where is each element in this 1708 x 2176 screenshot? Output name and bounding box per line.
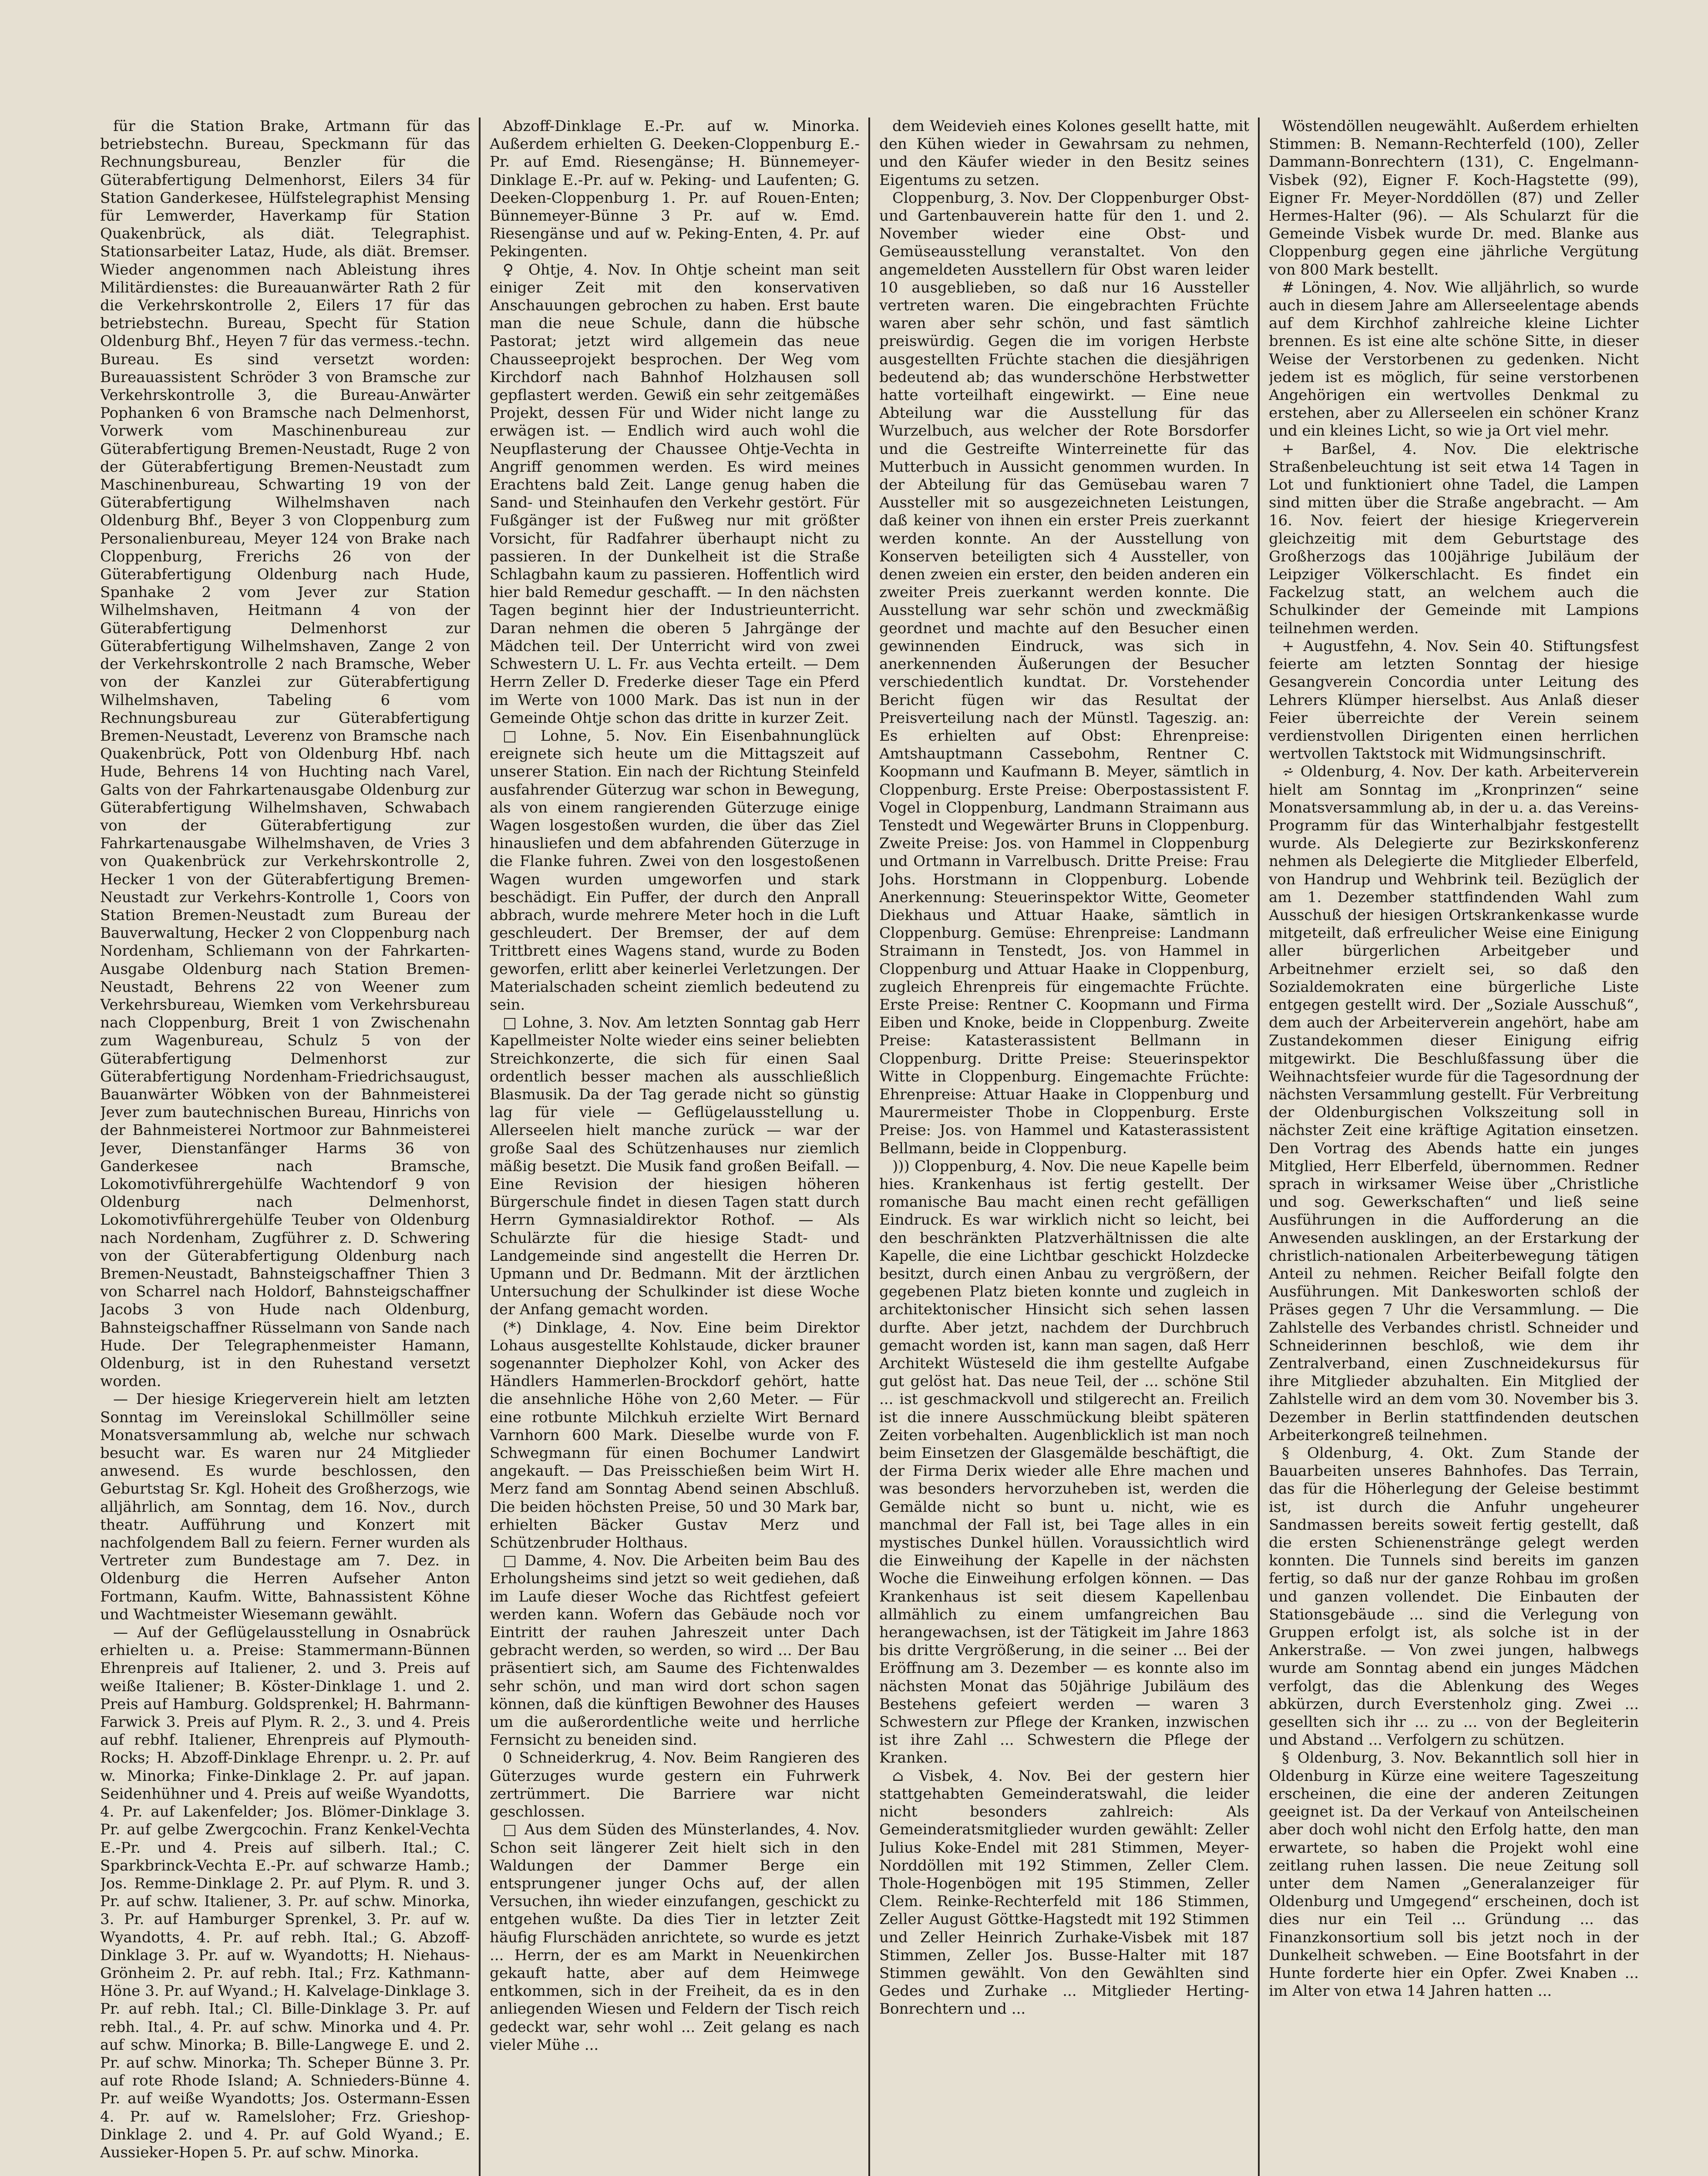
article-paragraph: ⌂ Visbek, 4. Nov. Bei der gestern hier stattgehabten Gemeinderatswahl, die leider nicht besonders zahlreich: Als Gemeinderatsmitglieder wurden gewählt: Zeller Julius Koke-Endel mit 281 Stimmen, Meyer-Norddöllen mit 192 Stimmen, Zeller Clem. Thole-Hogenbögen mit 195 Stimmen, Zeller Clem. Reinke-Rechterfeld mit 186 Stimmen, Zeller August Göttke-Hagstedt mit 192 Stimmen und Zeller Heinrich Zurhake-Visbek mit 187 Stimmen, Zeller Jos. Busse-Halter mit 187 Stimmen gewählt. Von den Gewählten sind Gedes und Zurhake ... Mitglieder Herting-Bonrechtern und ... — [879, 1767, 1249, 2018]
column-rule — [868, 118, 870, 2176]
column-rule — [479, 118, 481, 2176]
article-paragraph: für die Station Brake, Artmann für das betriebstechn. Bureau, Speckmann für das Rechnungsbureau, Benzler für die Güterabfertigung Delmenhorst, Eilers 34 für Station Ganderkesee, Hülfstelegraphist Mensing für Lemwerder, Haverkamp für Station Quakenbrück, als diät. Telegraphist. Stationsarbeiter Lataz, Hude, als diät. Bremser. Wieder angenommen nach Ableistung ihres Militärdienstes: die Bureauanwärter Rath 2 für die Verkehrskontrolle 2, Eilers 17 für das betriebstechn. Bureau, Specht für Station Oldenburg Bhf., Heyen 7 für das vermess.-techn. Bureau. Es sind versetzt worden: Bureauassistent Schröder 3 von Bramsche zur Verkehrskontrolle 3, die Bureau-Anwärter Pophanken 6 von Bramsche nach Delmenhorst, Vorwerk vom Maschinenbureau zur Güterabfertigung Bremen-Neustadt, Ruge 2 von der Güterabfertigung Bremen-Neustadt zum Maschinenbureau, Schwarting 19 von der Güterabfertigung Wilhelmshaven nach Oldenburg Bhf., Beyer 3 von Cloppenburg zum Personalienbureau, Meyer 124 von Brake nach Cloppenburg, Frerichs 26 von der Güterabfertigung Oldenburg nach Hude, Spanhake 2 vom Jever zur Station Wilhelmshaven, Heitmann 4 von der Güterabfertigung Delmenhorst zur Güterabfertigung Wilhelmshaven, Zange 2 von der Verkehrskontrolle 2 nach Bramsche, Weber von der Kanzlei zur Güterabfertigung Wilhelmshaven, Tabeling 6 vom Rechnungsbureau zur Güterabfertigung Bremen-Neustadt, Leverenz von Bramsche nach Quakenbrück, Pott von Oldenburg Hbf. nach Hude, Behrens 14 von Huchting nach Varel, Galts von der Fahrkartenausgabe Oldenburg zur Güterabfertigung Wilhelmshaven, Schwabach von der Güterabfertigung zur Fahrkartenausgabe Wilhelmshaven, de Vries 3 von Quakenbrück zur Verkehrskontrolle 2, Hecker 1 von der Güterabfertigung Bremen-Neustadt zur Verkehrs-Kontrolle 1, Coors von Station Bremen-Neustadt zum Bureau der Bauverwaltung, Hecker 2 von Cloppenburg nach Nordenham, Schliemann von der Fahrkarten-Ausgabe Oldenburg nach Station Bremen-Neustadt, Behrens 22 von Weener zum Verkehrsbureau, Wiemken vom Verkehrsbureau nach Cloppenburg, Breit 1 von Zwischenahn zum Wagenbureau, Schulz 5 von der Güterabfertigung Delmenhorst zur Güterabfertigung Nordenham-Friedrichsaugust, Bauanwärter Wöbken von der Bahnmeisterei Jever zum bautechnischen Bureau, Hinrichs von der Bahnmeisterei Nortmoor zur Bahnmeisterei Jever, Dienstanfänger Harms 36 von Ganderkesee nach Bramsche, Lokomotivführergehülfe Wachtendorf 9 von Oldenburg nach Delmenhorst, Lokomotivführergehülfe Teuber von Oldenburg nach Nordenham, Zugführer z. D. Schwering von der Güterabfertigung Oldenburg nach Bremen-Neustadt, Bahnsteigschaffner Thien 3 von Scharrel nach Holdorf, Bahnsteigschaffner Jacobs 3 von Hude nach Oldenburg, Bahnsteigschaffner Rüsselmann von Sande nach Hude. Der Telegraphenmeister Hamann, Oldenburg, ist in den Ruhestand versetzt worden. — [100, 118, 470, 1390]
article-paragraph: — Auf der Geflügelausstellung in Osnabrück erhielten u. a. Preise: Stammermann-Bünnen Ehrenpreis auf Italiener, 2. und 3. Preis auf weiße Italiener; B. Köster-Dinklage 1. und 2. Preis auf Hamburg. Goldsprenkel; H. Bahrmann-Farwick 3. Preis auf Plym. R. 2., 3. und 4. Preis auf rebhf. Italiener, Ehrenpreis auf Plymouth-Rocks; H. Abzoff-Dinklage Ehrenpr. u. 2. Pr. auf w. Minorka; Finke-Dinklage 2. Pr. auf japan. Seidenhühner und 4. Preis auf weiße Wyandotts, 4. Pr. auf Lakenfelder; Jos. Blömer-Dinklage 3. Pr. auf gelbe Zwergcochin. Franz Kenkel-Vechta E.-Pr. und 4. Preis auf silberh. Ital.; C. Sparkbrinck-Vechta E.-Pr. auf schwarze Hamb.; Jos. Remme-Dinklage 2. Pr. auf Plym. R. und 3. Pr. auf schw. Italiener, 3. Pr. auf schw. Minorka, 3. Pr. auf Hamburger Sprenkel, 3. Pr. auf w. Wyandotts, 4. Pr. auf rebh. Ital.; G. Abzoff-Dinklage 3. Pr. auf w. Wyandotts; H. Niehaus-Grönheim 2. Pr. auf rebh. Ital.; Frz. Kathmann-Höne 3. Pr. auf Wyand.; H. Kalvelage-Dinklage 3. Pr. auf rebh. Ital.; Cl. Bille-Dinklage 3. Pr. auf rebh. Ital., 4. Pr. auf schw. Minorka und 4. Pr. auf schw. Minorka; B. Bille-Langwege E. und 2. Pr. auf schw. Minorka; Th. Scheper Bünne 3. Pr. auf rote Rhode Island; A. Schnieders-Bünne 4. Pr. auf weiße Wyandotts; Jos. Ostermann-Essen 4. Pr. auf w. Ramelsloher; Frz. Grieshop-Dinklage 2. und 4. Pr. auf Gold Wyand.; E. Aussieker-Hopen 5. Pr. auf schw. Minorka. — [100, 1624, 470, 2161]
article-paragraph: ))) Cloppenburg, 4. Nov. Die neue Kapelle beim hies. Krankenhaus ist fertig gestellt. Der romanische Bau macht einen recht gefälligen Eindruck. Es war wirklich nicht so leicht, bei den beschränkten Platzverhältnissen die alte Kapelle, die eine Lichtbar geschickt Holzdecke besitzt, durch einen Anbau zu vergrößern, der gegebenen Platz bieten konnte und zugleich in architektonischer Hinsicht sich sehen lassen durfte. Aber jetzt, nachdem der Durchbruch gemacht worden ist, kann man sagen, daß Herr Architekt Wüsteseld die ihm gestellte Aufgabe gut gelöst hat. Das neue Teil, der ... schöne Stil ... ist geschmackvoll und stilgerecht an. Freilich ist die innere Ausschmückung bleibt späteren Zeiten vorbehalten. Augenblicklich ist man noch beim Einsetzen der Glasgemälde beschäftigt, die der Firma Derix wieder alle Ehre machen und was besonders hervorzuheben ist, werden die Gemälde nicht so bunt u. nicht, wie es manchmal der Fall ist, bei Tage alles in ein mystisches Dunkel hüllen. Voraussichtlich wird die Einweihung der Kapelle in der nächsten Woche die Einweihung erfolgen können. — Das Krankenhaus ist seit diesem Kapellenbau allmählich zu einem umfangreichen Bau herangewachsen, ist der Tätigkeit im Jahre 1863 bis dritte Vergrößerung, in die seiner ... Bei der Eröffnung am 3. Dezember — es konnte also im nächsten Monat das 50jährige Jubiläum des Bestehens gefeiert werden — waren 3 Schwestern zur Pflege der Kranken, inzwischen ist ihre Zahl ... Schwestern die Pflege der Kranken. — [879, 1157, 1249, 1767]
article-paragraph: 0 Schneiderkrug, 4. Nov. Beim Rangieren des Güterzuges wurde gestern ein Fuhrwerk zertrümmert. Die Barriere war nicht geschlossen. — [490, 1749, 860, 1821]
article-paragraph: — Der hiesige Kriegerverein hielt am letzten Sonntag im Vereinslokal Schillmöller seine Monatsversammlung ab, welche nur schwach besucht war. Es waren nur 24 Mitglieder anwesend. Es wurde beschlossen, den Geburtstag Sr. Kgl. Hoheit des Großherzogs, wie alljährlich, am Sonntag, dem 16. Nov., durch theatr. Aufführung und Konzert mit nachfolgendem Ball zu feiern. Ferner wurden als Vertreter zum Bundestage am 7. Dez. in Oldenburg die Herren Aufseher Anton Fortmann, Kaufm. Witte, Bahnassistent Köhne und Wachtmeister Wiesemann gewählt. — [100, 1390, 470, 1623]
article-paragraph: (*) Dinklage, 4. Nov. Eine beim Direktor Lohaus ausgestellte Kohlstaude, dicker brauner sogenannter Diepholzer Kohl, von Acker des Händlers Hammerlen-Brockdorf gehört, hatte die ansehnliche Höhe von 2,60 Meter. — Für eine rotbunte Milchkuh erzielte Wirt Bernard Varnhorn 600 Mark. Dieselbe wurde von F. Schwegmann für einen Bochumer Landwirt angekauft. — Das Preisschießen beim Wirt H. Merz fand am Sonntag Abend seinen Abschluß. Die beiden höchsten Preise, 50 und 30 Mark bar, erhielten Bäcker Gustav Merz und Schützenbruder Holthaus. — [490, 1319, 860, 1552]
article-paragraph: § Oldenburg, 4. Okt. Zum Stande der Bauarbeiten unseres Bahnhofes. Das Terrain, das für die Höherlegung der Geleise bestimmt ist, ist durch die Anfuhr ungeheurer Sandmassen bereits soweit fertig gestellt, daß die ersten Schienenstränge gelegt werden konnten. Die Tunnels sind bereits im ganzen fertig, so daß nur der ganze Rohbau im großen und ganzen vollendet. Die Einbauten der Stationsgebäude ... sind die Verlegung von Gruppen erfolgt ist, als solche ist in der Ankerstraße. — Von zwei jungen, halbwegs wurde am Sonntag abend ein junges Mädchen verfolgt, das die Ablenkung des Weges abkürzen, durch Everstenholz ging. Zwei ... gesellten sich ihr ... zu ... von der Begleiterin und Abstand ... Verfolgern zu schützen. — [1269, 1444, 1639, 1749]
column-rule — [1258, 118, 1260, 2176]
article-paragraph: Wöstendöllen neugewählt. Außerdem erhielten Stimmen: B. Nemann-Rechterfeld (100), Zeller Dammann-Bonrechtern (131), C. Engelmann-Visbek (92), Eigner F. Koch-Hagstette (99), Eigner Fr. Meyer-Norddöllen (87) und Zeller Hermes-Halter (96). — Als Schularzt für die Gemeinde Visbek wurde Dr. med. Blanke aus Cloppenburg gegen eine jährliche Vergütung von 800 Mark bestellt. — [1269, 118, 1639, 279]
column-3 — [879, 118, 1249, 2176]
column-1 — [100, 118, 470, 2176]
article-paragraph: # Löningen, 4. Nov. Wie alljährlich, so wurde auch in diesem Jahre am Allerseelentage abends auf dem Kirchhof zahlreiche kleine Lichter brennen. Es ist eine alte schöne Sitte, in dieser Weise der Verstorbenen zu gedenken. Nicht jedem ist es möglich, für seine verstorbenen Angehörigen ein wertvolles Denkmal zu erstehen, aber zu Allerseelen ein schöner Kranz und ein kleines Licht, so wie ja Ort viel mehr. — [1269, 279, 1639, 440]
text-columns — [100, 118, 1641, 2176]
article-paragraph: dem Weidevieh eines Kolones gesellt hatte, mit den Kühen wieder in Gewahrsam zu nehmen, und den Käufer wieder in den Besitz seines Eigentums zu setzen. — [879, 118, 1249, 189]
article-paragraph: + Barßel, 4. Nov. Die elektrische Straßenbeleuchtung ist seit etwa 14 Tagen in Lot und funktioniert ohne Tadel, die Lampen sind mitten über die Straße angebracht. — Am 16. Nov. feiert der hiesige Kriegerverein gleichzeitig mit dem Geburtstage des Großherzogs das 100jährige Jubiläum der Leipziger Völkerschlacht. Es findet ein Fackelzug statt, an welchem auch die Schulkinder der Gemeinde mit Lampions teilnehmen werden. — [1269, 440, 1639, 637]
article-paragraph: ⩫ Oldenburg, 4. Nov. Der kath. Arbeiterverein hielt am Sonntag im „Kronprinzen“ seine Monatsversammlung ab, in der u. a. das Vereins-Programm für das Winterhalbjahr festgestellt wurde. Als Delegierte zur Bezirkskonferenz nehmen als Delegierte die Mitglieder Elberfeld, von Handrup und Wehbrink teil. Bezüglich der am 1. Dezember stattfindenden Wahl zum Ausschuß der hiesigen Ortskrankenkasse wurde mitgeteilt, daß erfreulicher Weise eine Einigung aller bürgerlichen Arbeitgeber und Arbeitnehmer erzielt sei, so daß den Sozialdemokraten eine bürgerliche Liste entgegen gestellt wird. Der „Soziale Ausschuß“, dem auch der Arbeiterverein angehört, habe am Zustandekommen dieser Einigung eifrig mitgewirkt. Die Beschlußfassung über die Weihnachtsfeier wurde für die Tagesordnung der nächsten Versammlung gestellt. Für Verbreitung der Oldenburgischen Volkszeitung soll in nächster Zeit eine kräftige Agitation einsetzen. Den Vortrag des Abends hatte ein junges Mitglied, Herr Elberfeld, übernommen. Redner sprach in wirksamer Weise über „Christliche und sog. Gewerkschaften“ und ließ seine Ausführungen in die Aufforderung an die Anwesenden ausklingen, an der Erstarkung der christlich-nationalen Arbeiterbewegung tätigen Anteil zu nehmen. Reicher Beifall folgte den Ausführungen. Mit Dankesworten schloß der Präses gegen 7 Uhr die Versammlung. — Die Zahlstelle des Verbandes christl. Schneider und Schneiderinnen beschloß, wie dem ihr Zentralverband, einen Zuschneidekursus für ihre Mitglieder abzuhalten. Ein Mitglied der Zahlstelle wird an dem vom 30. November bis 3. Dezember in Berlin stattfindenden deutschen Arbeiterkongreß teilnehmen. — [1269, 763, 1639, 1444]
article-paragraph: □ Damme, 4. Nov. Die Arbeiten beim Bau des Erholungsheims sind jetzt so weit gediehen, daß im Laufe dieser Woche das Richtfest gefeiert werden kann. Wofern das Gebäude noch vor Eintritt der rauhen Jahreszeit unter Dach gebracht werden, so werden, so wird ... Der Bau präsentiert sich, am Saume des Fichtenwaldes sehr schön, und man wird dort schon sagen können, daß die künftigen Bewohner des Hauses um die außerordentliche weite und herrliche Fernsicht zu beneiden sind. — [490, 1552, 860, 1749]
article-paragraph: ♀ Ohtje, 4. Nov. In Ohtje scheint man seit einiger Zeit mit den konservativen Anschauungen gebrochen zu haben. Erst baute man die neue Schule, dann die hübsche Pastorat; jetzt wird allgemein das neue Chausseeprojekt besprochen. Der Weg vom Kirchdorf nach Bahnhof Holzhausen soll gepflastert werden. Gewiß ein sehr zeitgemäßes Projekt, dessen Für und Wider nicht lange zu erwägen ist. — Endlich wird auch wohl die Neupflasterung der Chaussee Ohtje-Vechta in Angriff genommen werden. Es wird meines Erachtens bald Zeit. Lange genug haben die Sand- und Steinhaufen den Verkehr gestört. Für Fußgänger ist der Fußweg nur mit größter Vorsicht, für Radfahrer überhaupt nicht zu passieren. In der Dunkelheit ist die Straße Schlagbahn kaum zu passieren. Hoffentlich wird hier bald Remedur geschafft. — In den nächsten Tagen beginnt hier der Industrieunterricht. Daran nehmen die oberen 5 Jahrgänge der Mädchen teil. Der Unterricht wird von zwei Schwestern U. L. Fr. aus Vechta erteilt. — Dem Herrn Zeller D. Frederke dieser Tage ein Pferd im Werte von 1000 Mark. Das ist nun in der Gemeinde Ohtje schon das dritte in kurzer Zeit. — [490, 261, 860, 727]
article-paragraph: □ Lohne, 5. Nov. Ein Eisenbahnunglück ereignete sich heute um die Mittagszeit auf unserer Station. Ein nach der Richtung Steinfeld ausfahrender Güterzug war schon in Bewegung, als von einem rangierenden Güterzuge einige Wagen losgestoßen wurden, die über das Ziel hinausliefen und dem abfahrenden Güterzuge in die Flanke fuhren. Zwei von den losgestoßenen Wagen wurden umgeworfen und stark beschädigt. Ein Puffer, der durch den Anprall abbrach, wurde mehrere Meter hoch in die Luft geschleudert. Der Bremser, der auf dem Trittbrett eines Wagens stand, wurde zu Boden geworfen, erlitt aber keinerlei Verletzungen. Der Materialschaden scheint ziemlich bedeutend zu sein. — [490, 727, 860, 1014]
article-paragraph: + Augustfehn, 4. Nov. Sein 40. Stiftungsfest feierte am letzten Sonntag der hiesige Gesangverein Concordia unter Leitung des Lehrers Klümper hierselbst. Aus Anlaß dieser Feier überreichte der Verein seinem verdienstvollen Dirigenten einen herrlichen wertvollen Taktstock mit Widmungsinschrift. — [1269, 637, 1639, 763]
column-2 — [490, 118, 860, 2176]
article-paragraph: □ Aus dem Süden des Münsterlandes, 4. Nov. Schon seit längerer Zeit hielt sich in den Waldungen der Dammer Berge ein entsprungener junger Ochs auf, der allen Versuchen, ihn wieder einzufangen, geschickt zu entgehen wußte. Da dies Tier in letzter Zeit häufig Flurschäden anrichtete, so wurde es jetzt ... Herrn, der es am Markt in Neuenkirchen gekauft hatte, aber auf dem Heimwege entkommen, sich in der Freiheit, da es in den anliegenden Wiesen und Feldern der Tisch reich gedeckt war, sehr wohl ... Zeit gelang es nach vieler Mühe ... — [490, 1821, 860, 2054]
article-paragraph: Abzoff-Dinklage E.-Pr. auf w. Minorka. Außerdem erhielten G. Deeken-Cloppenburg E.-Pr. auf Emd. Riesengänse; H. Bünnemeyer-Dinklage E.-Pr. auf w. Peking- und Laufenten; G. Deeken-Cloppenburg 1. Pr. auf Rouen-Enten; Bünnemeyer-Bünne 3 Pr. auf w. Emd. Riesengänse und auf w. Peking-Enten, 4. Pr. auf Pekingenten. — [490, 118, 860, 261]
article-paragraph: Cloppenburg, 3. Nov. Der Cloppenburger Obst- und Gartenbauverein hatte für den 1. und 2. November wieder eine Obst- und Gemüseausstellung veranstaltet. Von den angemeldeten Ausstellern für Obst waren leider 10 ausgeblieben, so daß nur 16 Aussteller vertreten waren. Die eingebrachten Früchte waren aber sehr schön, und fast sämtlich preiswürdig. Gegen die im vorigen Herbste ausgestellten Früchte stachen die diesjährigen bedeutend ab; das wunderschöne Herbstwetter hatte vorteilhaft eingewirkt. — Eine neue Abteilung war die Ausstellung für das Wurzelbuch, aus welcher der Rote Borsdorfer und die Gestreifte Winterreinette für das Mutterbuch in Aussicht genommen wurden. In der Abteilung für das Gemüsebau waren 7 Aussteller mit so ausgezeichneten Leistungen, daß keiner von ihnen ein erster Preis zuerkannt werden konnte. An der Ausstellung von Konserven beteiligten sich 4 Aussteller, von denen zweien ein erster, den beiden anderen ein zweiter Preis zuerkannt werden konnte. Die Ausstellung war sehr schön und zweckmäßig geordnet und machte auf den Besucher einen gewinnenden Eindruck, was sich in anerkennenden Äußerungen der Besucher verschiedentlich kundtat. Dr. Vorstehender Bericht fügen wir das Resultat der Preisverteilung nach der Münstl. Tageszig. an: Es erhielten auf Obst: Ehrenpreise: Amtshauptmann Cassebohm, Rentner C. Koopmann und Kaufmann B. Meyer, sämtlich in Cloppenburg. Erste Preise: Oberpostassistent F. Vogel in Cloppenburg, Landmann Straimann aus Tenstedt und Wegewärter Bruns in Cloppenburg. Zweite Preise: Jos. von Hammel in Cloppenburg und Ortmann in Varrelbusch. Dritte Preise: Frau Johs. Horstmann in Cloppenburg. Lobende Anerkennung: Steuerinspektor Witte, Geometer Diekhaus und Attuar Haake, sämtlich in Cloppenburg. Gemüse: Ehrenpreise: Landmann Straimann in Tenstedt, Jos. von Hammel in Cloppenburg und Attuar Haake in Cloppenburg, zugleich Ehrenpreis für eingemachte Früchte. Erste Preise: Rentner C. Koopmann und Firma Eiben und Knoke, beide in Cloppenburg. Zweite Preise: Katasterassistent Bellmann in Cloppenburg. Dritte Preise: Steuerinspektor Witte in Cloppenburg. Eingemachte Früchte: Ehrenpreise: Attuar Haake in Cloppenburg und Maurermeister Thobe in Cloppenburg. Erste Preise: Jos. von Hammel und Katasterassistent Bellmann, beide in Cloppenburg. — [879, 189, 1249, 1157]
article-paragraph: § Oldenburg, 3. Nov. Bekanntlich soll hier in Oldenburg in Kürze eine weitere Tageszeitung erscheinen, die eine der anderen Zeitungen geeignet ist. Da der Verkauf von Anteilscheinen aber doch wohl nicht den Erfolg hatte, den man erwartete, so haben die Projekt wohl eine zeitlang ruhen lassen. Die neue Zeitung soll unter dem Namen „Generalanzeiger für Oldenburg und Umgegend“ erscheinen, doch ist dies nur ein Teil ... Gründung ... das Finanzkonsortium soll bis jetzt noch in der Dunkelheit schweben. — Eine Bootsfahrt in der Hunte forderte hier ein Opfer. Zwei Knaben ... im Alter von etwa 14 Jahren hatten ... — [1269, 1749, 1639, 2000]
article-paragraph: □ Lohne, 3. Nov. Am letzten Sonntag gab Herr Kapellmeister Nolte wieder eins seiner beliebten Streichkonzerte, die sich für einen Saal ordentlich besser machen als ausschließlich Blasmusik. Da der Tag gerade nicht so günstig lag für viele — Geflügelausstellung u. Allerseelen hielt manche zurück — war der große Saal des Schützenhauses nur ziemlich mäßig besetzt. Die Musik fand großen Beifall. — Eine Revision der hiesigen höheren Bürgerschule findet in diesen Tagen statt durch Herrn Gymnasialdirektor Rothof. — Als Schulärzte für die hiesige Stadt- und Landgemeinde sind angestellt die Herren Dr. Upmann und Dr. Bedmann. Mit der ärztlichen Untersuchung der Schulkinder ist diese Woche der Anfang gemacht worden. — [490, 1014, 860, 1319]
column-4 — [1269, 118, 1639, 2176]
